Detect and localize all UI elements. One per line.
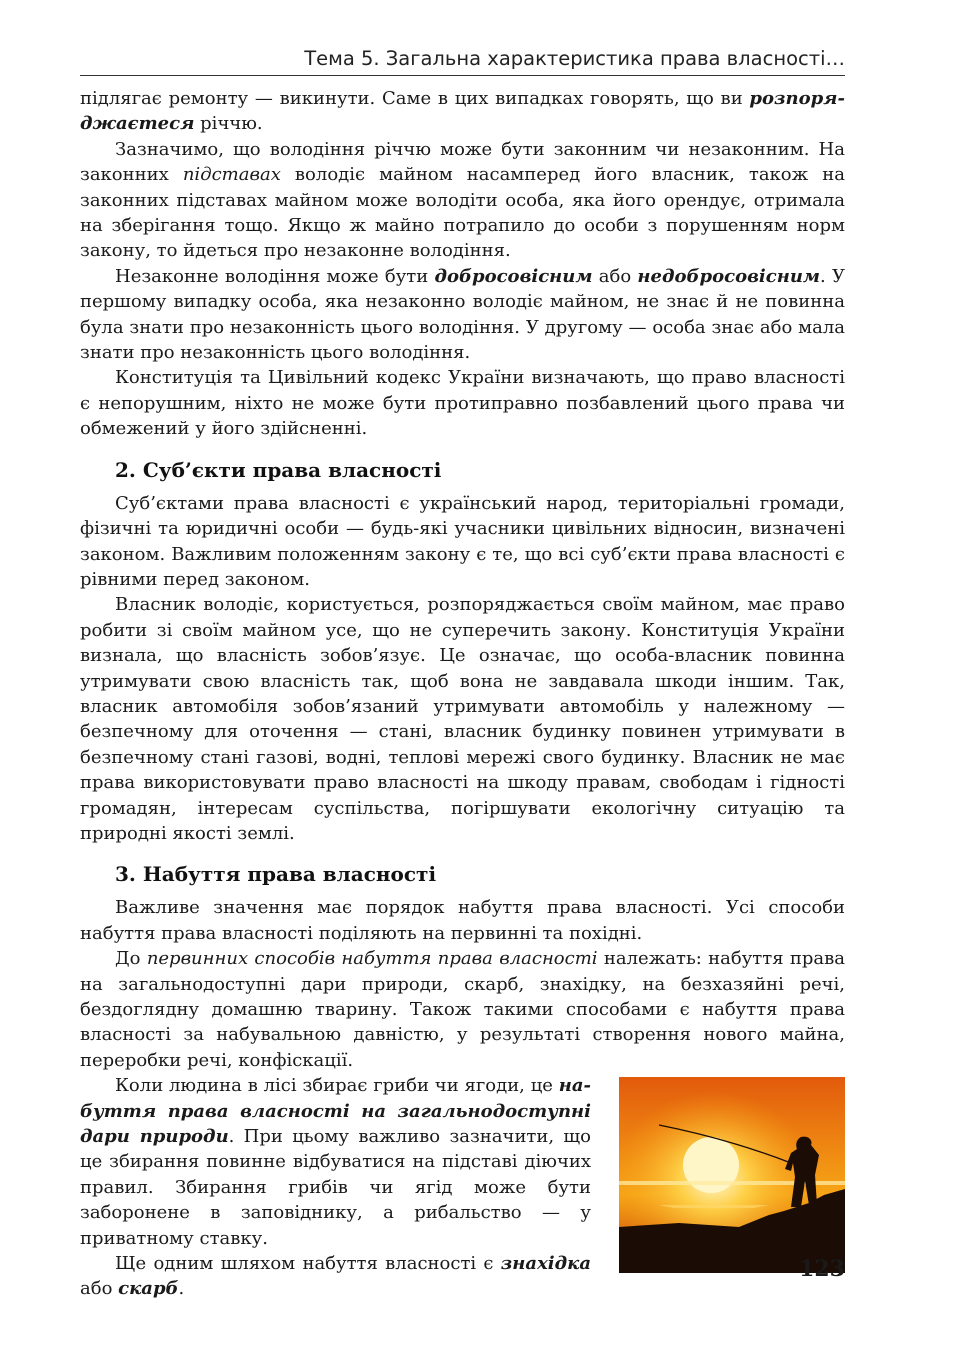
page-number: 123	[799, 1256, 845, 1282]
paragraph: Суб’єктами права власності є український народ, територіальні громади, фізичні та юридичні особи — будь-які учасники цивільних відносин, визначені законом. Важливим положенням закону є те, що всі суб’єкти права власності є рівними перед законом.	[80, 492, 845, 590]
key-term: недобросовісним	[637, 265, 821, 287]
key-term: розпоряджаєтеся	[80, 88, 845, 135]
paragraph: Зазначимо, що володіння річчю може бути законним чи незаконним. На законних підставах володіє майном насамперед його власник, також на законних підставах майном може володіти особа, яка його орендує, отримала на зберігання тощо. Якщо ж майно потрапило до особи з порушенням норм закону, то йдеться про незаконне володіння.	[80, 138, 845, 262]
key-term: добросовісним	[434, 265, 593, 287]
paragraph: Коли людина в лісі збирає гриби чи ягоди, це набуття права власності на загальнодоступні дари природи. При цьому важливо зазначити, що це збирання повинне відбуватися на підставі діючих правил. Збирання грибів чи ягід може бути заборонене в заповіднику, а рибальство — у приватному ставку.	[80, 1075, 591, 1249]
paragraph: Ще одним шляхом набуття власності є знахідка або скарб.	[80, 1253, 591, 1300]
paragraph: Власник володіє, користується, розпоряджається своїм майном, має право робити зі своїм майном усе, що не суперечить закону. Конституція України визнала, що власність зобов’язує. Це означає, що особа-власник повинна утримувати свою власність так, щоб вона не завдавала шкоди іншим. Так, власник автомобіля зобов’язаний утримувати автомобіль у належному — безпечному для оточення — стані, власник будинку повинен утримувати в безпечному стані газові, водні, теплові мережі свого будинку. Власник не має права використовувати право власності на шкоду правам, свободам і гідності громадян, інтересам суспільства, погіршувати екологічну ситуацію та природні якості землі.	[80, 594, 845, 844]
water-reflection	[659, 1205, 769, 1208]
page-body	[80, 86, 845, 1302]
paragraph: підлягає ремонту — викинути. Саме в цих випадках говорять, що ви розпоряджаєтеся річчю.	[80, 88, 845, 135]
paragraph: Важливе значення має порядок набуття права власності. Усі способи набуття права власності поділяють на первинні та похідні.	[80, 897, 845, 944]
section-heading: 2. Суб’єкти права власності	[115, 457, 442, 482]
paragraph: Конституція та Цивільний кодекс України визначають, що право власності є непорушним, ніхто не може бути протиправно позбавлений цього права чи обмежений у його здійсненні.	[80, 367, 845, 440]
paragraph: Незаконне володіння може бути добросовісним або недобросовісним. У першому випадку особа, яка незаконно володіє майном, не знає й не повинна була знати про незаконність цього володіння. У другому — особа знає або мала знати про незаконність цього володіння.	[80, 265, 845, 364]
paragraph: До первинних способів набуття права власності належать: набуття права на загальнодоступні дари природи, скарб, знахідку, на безхазяйні речі, бездоглядну домашню тварину. Також такими способами є набуття права власності за набувальною давністю, у результаті створення нового майна, переробки речі, конфіскації.	[80, 948, 845, 1071]
fisherman-sunset-photo	[619, 1077, 845, 1273]
key-term: скарб	[118, 1278, 179, 1300]
section-heading: 3. Набуття права власності	[115, 862, 437, 887]
header-rule	[80, 75, 845, 76]
key-term: знахідка	[500, 1253, 591, 1275]
key-term: набуття права власності на загальнодоступні дари природи	[80, 1075, 591, 1148]
running-header: Тема 5. Загальна характеристика права власності…	[304, 47, 845, 70]
key-term: первинних способів набуття права власності	[146, 948, 598, 970]
key-term: підставах	[182, 164, 281, 186]
